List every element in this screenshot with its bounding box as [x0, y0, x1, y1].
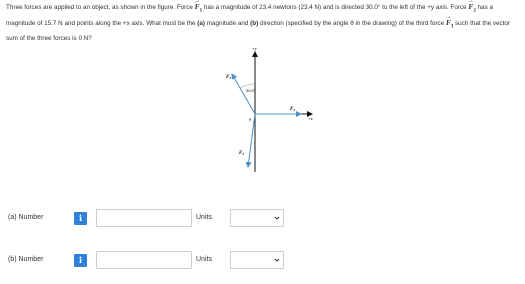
- f1-label: $F_1$: [226, 75, 232, 80]
- info-icon[interactable]: i: [74, 212, 87, 225]
- answer-a-units-select[interactable]: [230, 209, 284, 227]
- theta-label: θ: [249, 117, 251, 122]
- question-part: such that the vector sum of the three forces is 0 N?: [6, 20, 510, 43]
- answer-a-number-input[interactable]: [96, 209, 192, 227]
- question-part: Three forces are applied to an object, as shown in the figure. Force: [6, 4, 195, 11]
- f1-vector: [232, 74, 255, 114]
- info-icon[interactable]: i: [74, 254, 87, 267]
- answer-a-units-label: Units: [196, 214, 212, 221]
- f2-symbol: → $F_2$: [467, 0, 476, 14]
- f2-label: $F_2$: [290, 107, 296, 112]
- part-a-marker: (a): [197, 20, 205, 28]
- question-part: has a magnitude of 23.4 newtons (23.4 N) and is directed 30.0° to the left of the +y axis. Force: [202, 4, 469, 11]
- f3-symbol: → $F_3$: [445, 14, 454, 30]
- question-part: magnitude and: [205, 20, 251, 28]
- answer-b-number-input[interactable]: [96, 251, 192, 269]
- force-diagram: [215, 42, 315, 182]
- answer-b-units-select[interactable]: [230, 251, 284, 269]
- f1-symbol: → $F_1$: [194, 0, 203, 14]
- plus-x-label: +x: [308, 116, 313, 121]
- answer-a-label: (a) Number: [8, 214, 44, 221]
- answer-b-label: (b) Number: [8, 256, 44, 263]
- plus-y-label: +y: [252, 46, 257, 51]
- question-part: has a magnitude of 15.7 N and points along the +x axis. What must be the: [6, 4, 493, 28]
- question-part: direction (specified by the angle θ in the drawing) of the third force: [258, 20, 446, 28]
- answer-b-units-label: Units: [196, 256, 212, 263]
- question-text: [6, 1, 518, 45]
- chevron-down-icon: [274, 215, 280, 221]
- angle-label: 30.0°: [246, 88, 256, 93]
- f3-label: $F_3$: [239, 151, 245, 156]
- part-b-marker: (b): [250, 20, 259, 28]
- chevron-down-icon: [274, 257, 280, 263]
